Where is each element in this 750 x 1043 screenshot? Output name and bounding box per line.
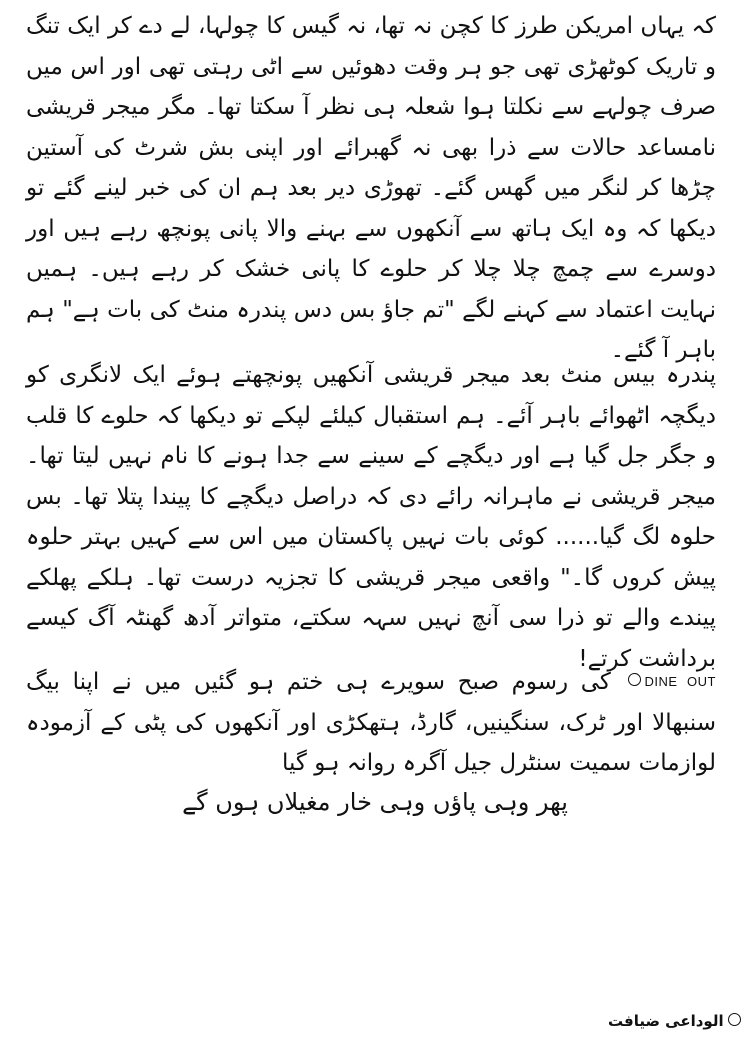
paragraph-2: پندرہ بیس منٹ بعد میجر قریشی آنکھیں پونچھتے ہوئے ایک لانگری کو دیگچہ اٹھوائے باہر آئے۔ ہم استقبال کیلئے لپکے تو دیکھا کہ حلوے کا قلب و جگر جل گیا ہے اور دیگچے کے سینے سے جدا ہونے کا نام نہیں لیتا تھا۔ میجر قریشی نے ماہرانہ رائے دی کہ دراصل دیگچے کا پیندا پتلا تھا۔ بس حلوہ لگ گیا...... کوئی بات نہیں پاکستان میں اس سے کہیں بہتر حلوہ پیش کروں گا۔" واقعی میجر قریشی کا تجزیہ درست تھا۔ ہلکے پھلکے پیندے والے تو ذرا سی آنچ نہیں سہہ سکتے، متواتر آدھ گھنٹہ آگ کیسے برداشت کرتے! — [26, 362, 716, 672]
circle-bullet-icon — [628, 673, 641, 686]
page-footer — [608, 1012, 745, 1030]
paragraph-3 — [26, 662, 716, 784]
paragraph-1: کہ یہاں امریکن طرز کا کچن نہ تھا، نہ گیس کا چولہا، لے دے کر ایک تنگ و تاریک کوٹھڑی تھی جو ہر وقت دھوئیں سے اٹی رہتی تھی اور اس میں صرف چولہے سے نکلتا ہوا شعلہ ہی نظر آ سکتا تھا۔ مگر میجر قریشی نامساعد حالات سے ذرا بھی نہ گھبرائے اور اپنی بش شرٹ کی آستین چڑھا کر لنگر میں گھس گئے۔ تھوڑی دیر بعد ہم ان کی خبر لینے گئے تو دیکھا کہ وہ ایک ہاتھ سے آنکھوں سے بہنے والا پانی پونچھ رہے ہیں اور دوسرے سے چمچ چلا چلا کر حلوے کا پانی خشک کر رہے ہیں۔ ہمیں نہایت اعتماد سے کہنے لگے "تم جاؤ بس دس پندرہ منٹ کی بات ہے" ہم باہر آ گئے۔ — [26, 13, 716, 363]
dine-out-label: DINE OUT — [624, 674, 716, 689]
verse-couplet: پھر وہی پاؤں وہی خار مغیلاں ہوں گے — [182, 788, 568, 816]
dine-out-text: کی رسوم صبح سویرے ہی ختم ہو گئیں میں نے اپنا بیگ سنبھالا اور ٹرک، سنگینیں، گارڈ، ہتھکڑی اور آنکھوں کی پٹی کے آزمودہ لوازمات سمیت سنٹرل جیل آگرہ روانہ ہو گیا — [26, 669, 716, 776]
footer-title: الوداعی ضیافت — [608, 1012, 724, 1030]
circle-bullet-icon — [728, 1013, 741, 1026]
